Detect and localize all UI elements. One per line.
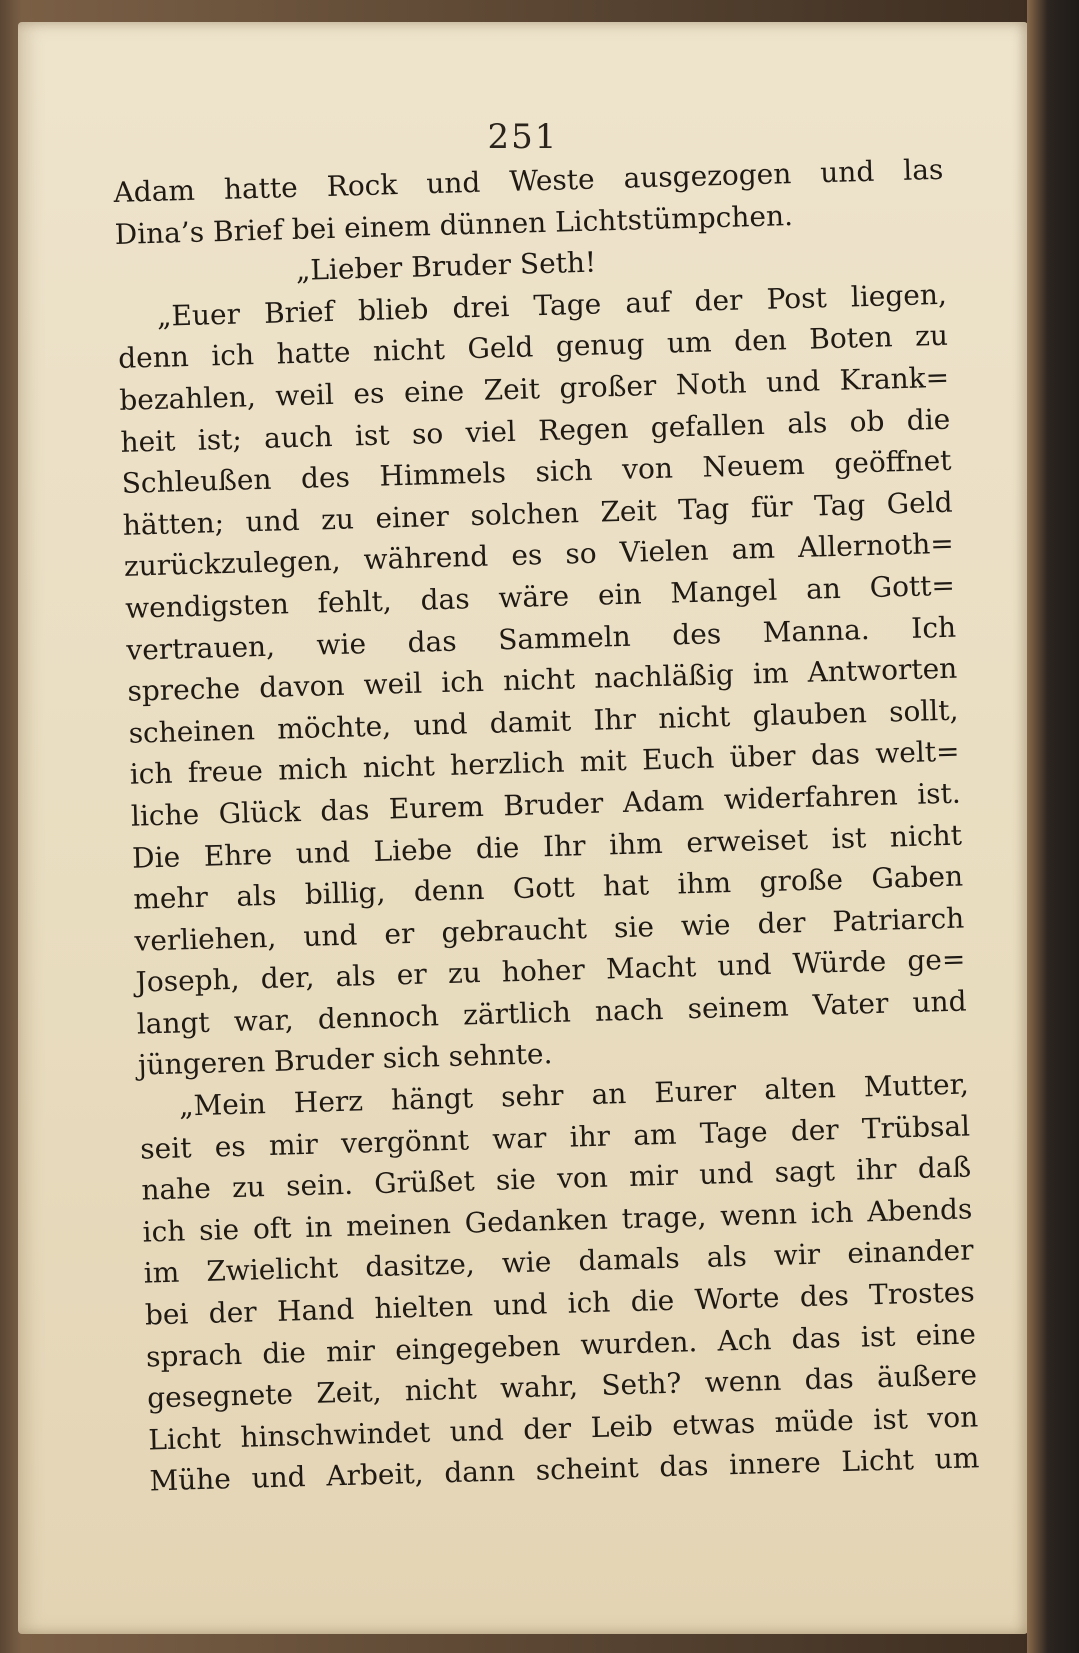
- text-line: seit es mir vergönnt war ihr am Tage der Trübsal: [139, 1109, 971, 1166]
- page-text: [113, 149, 980, 1503]
- text-line: Dina’s Brief bei einem dünnen Lichtstümpchen.: [114, 198, 794, 251]
- text-line: hätten; und zu einer solchen Zeit Tag für Tag Geld: [122, 485, 954, 542]
- letter-salutation: „Lieber Bruder Seth!: [295, 245, 597, 288]
- text-line: Joseph, der, als er zu hoher Macht und Würde ge=: [135, 942, 966, 999]
- text-line: Schleußen des Himmels sich von Neuem geöffnet: [121, 443, 952, 501]
- text-line: „Mein Herz hängt sehr an Eurer alten Mutter,: [178, 1067, 970, 1123]
- book-page: [18, 22, 1028, 1634]
- text-line: Mühe und Arbeit, dann scheint das innere Licht um: [149, 1441, 980, 1498]
- text-line: wendigsten fehlt, das wäre ein Mangel an Gott=: [124, 568, 956, 625]
- text-line: denn ich hatte nicht Geld genug um den Boten zu: [117, 319, 949, 376]
- text-line: „Euer Brief blieb drei Tage auf der Post liegen,: [156, 277, 948, 333]
- text-line: langt war, dennoch zärtlich nach seinem Vater und: [136, 984, 967, 1041]
- text-line: zurückzulegen, während es so Vielen am Allernoth=: [123, 527, 955, 584]
- text-line: bei der Hand hielten und ich die Worte des Trostes: [144, 1275, 976, 1332]
- text-line: ich sie oft in meinen Gedanken trage, wenn ich Abends: [142, 1192, 973, 1249]
- book-cover-edge: [1027, 0, 1079, 1653]
- text-line: Licht hinschwindet und der Leib etwas müde ist von: [147, 1400, 979, 1457]
- text-line: sprach die mir eingegeben wurden. Ach das ist eine: [145, 1316, 977, 1374]
- text-line: jüngeren Bruder sich sehnte.: [137, 1037, 553, 1083]
- text-line: spreche davon weil ich nicht nachläßig im Antworten: [127, 651, 958, 708]
- page-number: 251: [487, 117, 559, 157]
- text-line: im Zwielicht dasitze, wie damals als wir einander: [143, 1233, 974, 1291]
- text-line: vertrauen, wie das Sammeln des Manna. Ich: [125, 610, 957, 667]
- text-line: verliehen, und er gebraucht sie wie der Patriarch: [134, 901, 965, 958]
- text-line: nahe zu sein. Grüßet sie von mir und sagt ihr daß: [140, 1150, 972, 1207]
- text-line: bezahlen, weil es eine Zeit großer Noth und Krank=: [118, 360, 950, 417]
- text-line: mehr als billig, denn Gott hat ihm große Gaben: [132, 859, 964, 916]
- text-line: ich freue mich nicht herzlich mit Euch über das welt=: [129, 734, 960, 792]
- text-line: Adam hatte Rock und Weste ausgezogen und las: [113, 152, 944, 209]
- text-line: heit ist; auch ist so viel Regen gefallen als ob die: [120, 402, 951, 459]
- text-line: liche Glück das Eurem Bruder Adam widerfahren ist.: [130, 776, 962, 833]
- text-line: Die Ehre und Liebe die Ihr ihm erweiset ist nicht: [131, 818, 963, 875]
- text-line: gesegnete Zeit, nicht wahr, Seth? wenn das äußere: [146, 1358, 978, 1415]
- text-line: scheinen möchte, und damit Ihr nicht glauben sollt,: [128, 693, 959, 750]
